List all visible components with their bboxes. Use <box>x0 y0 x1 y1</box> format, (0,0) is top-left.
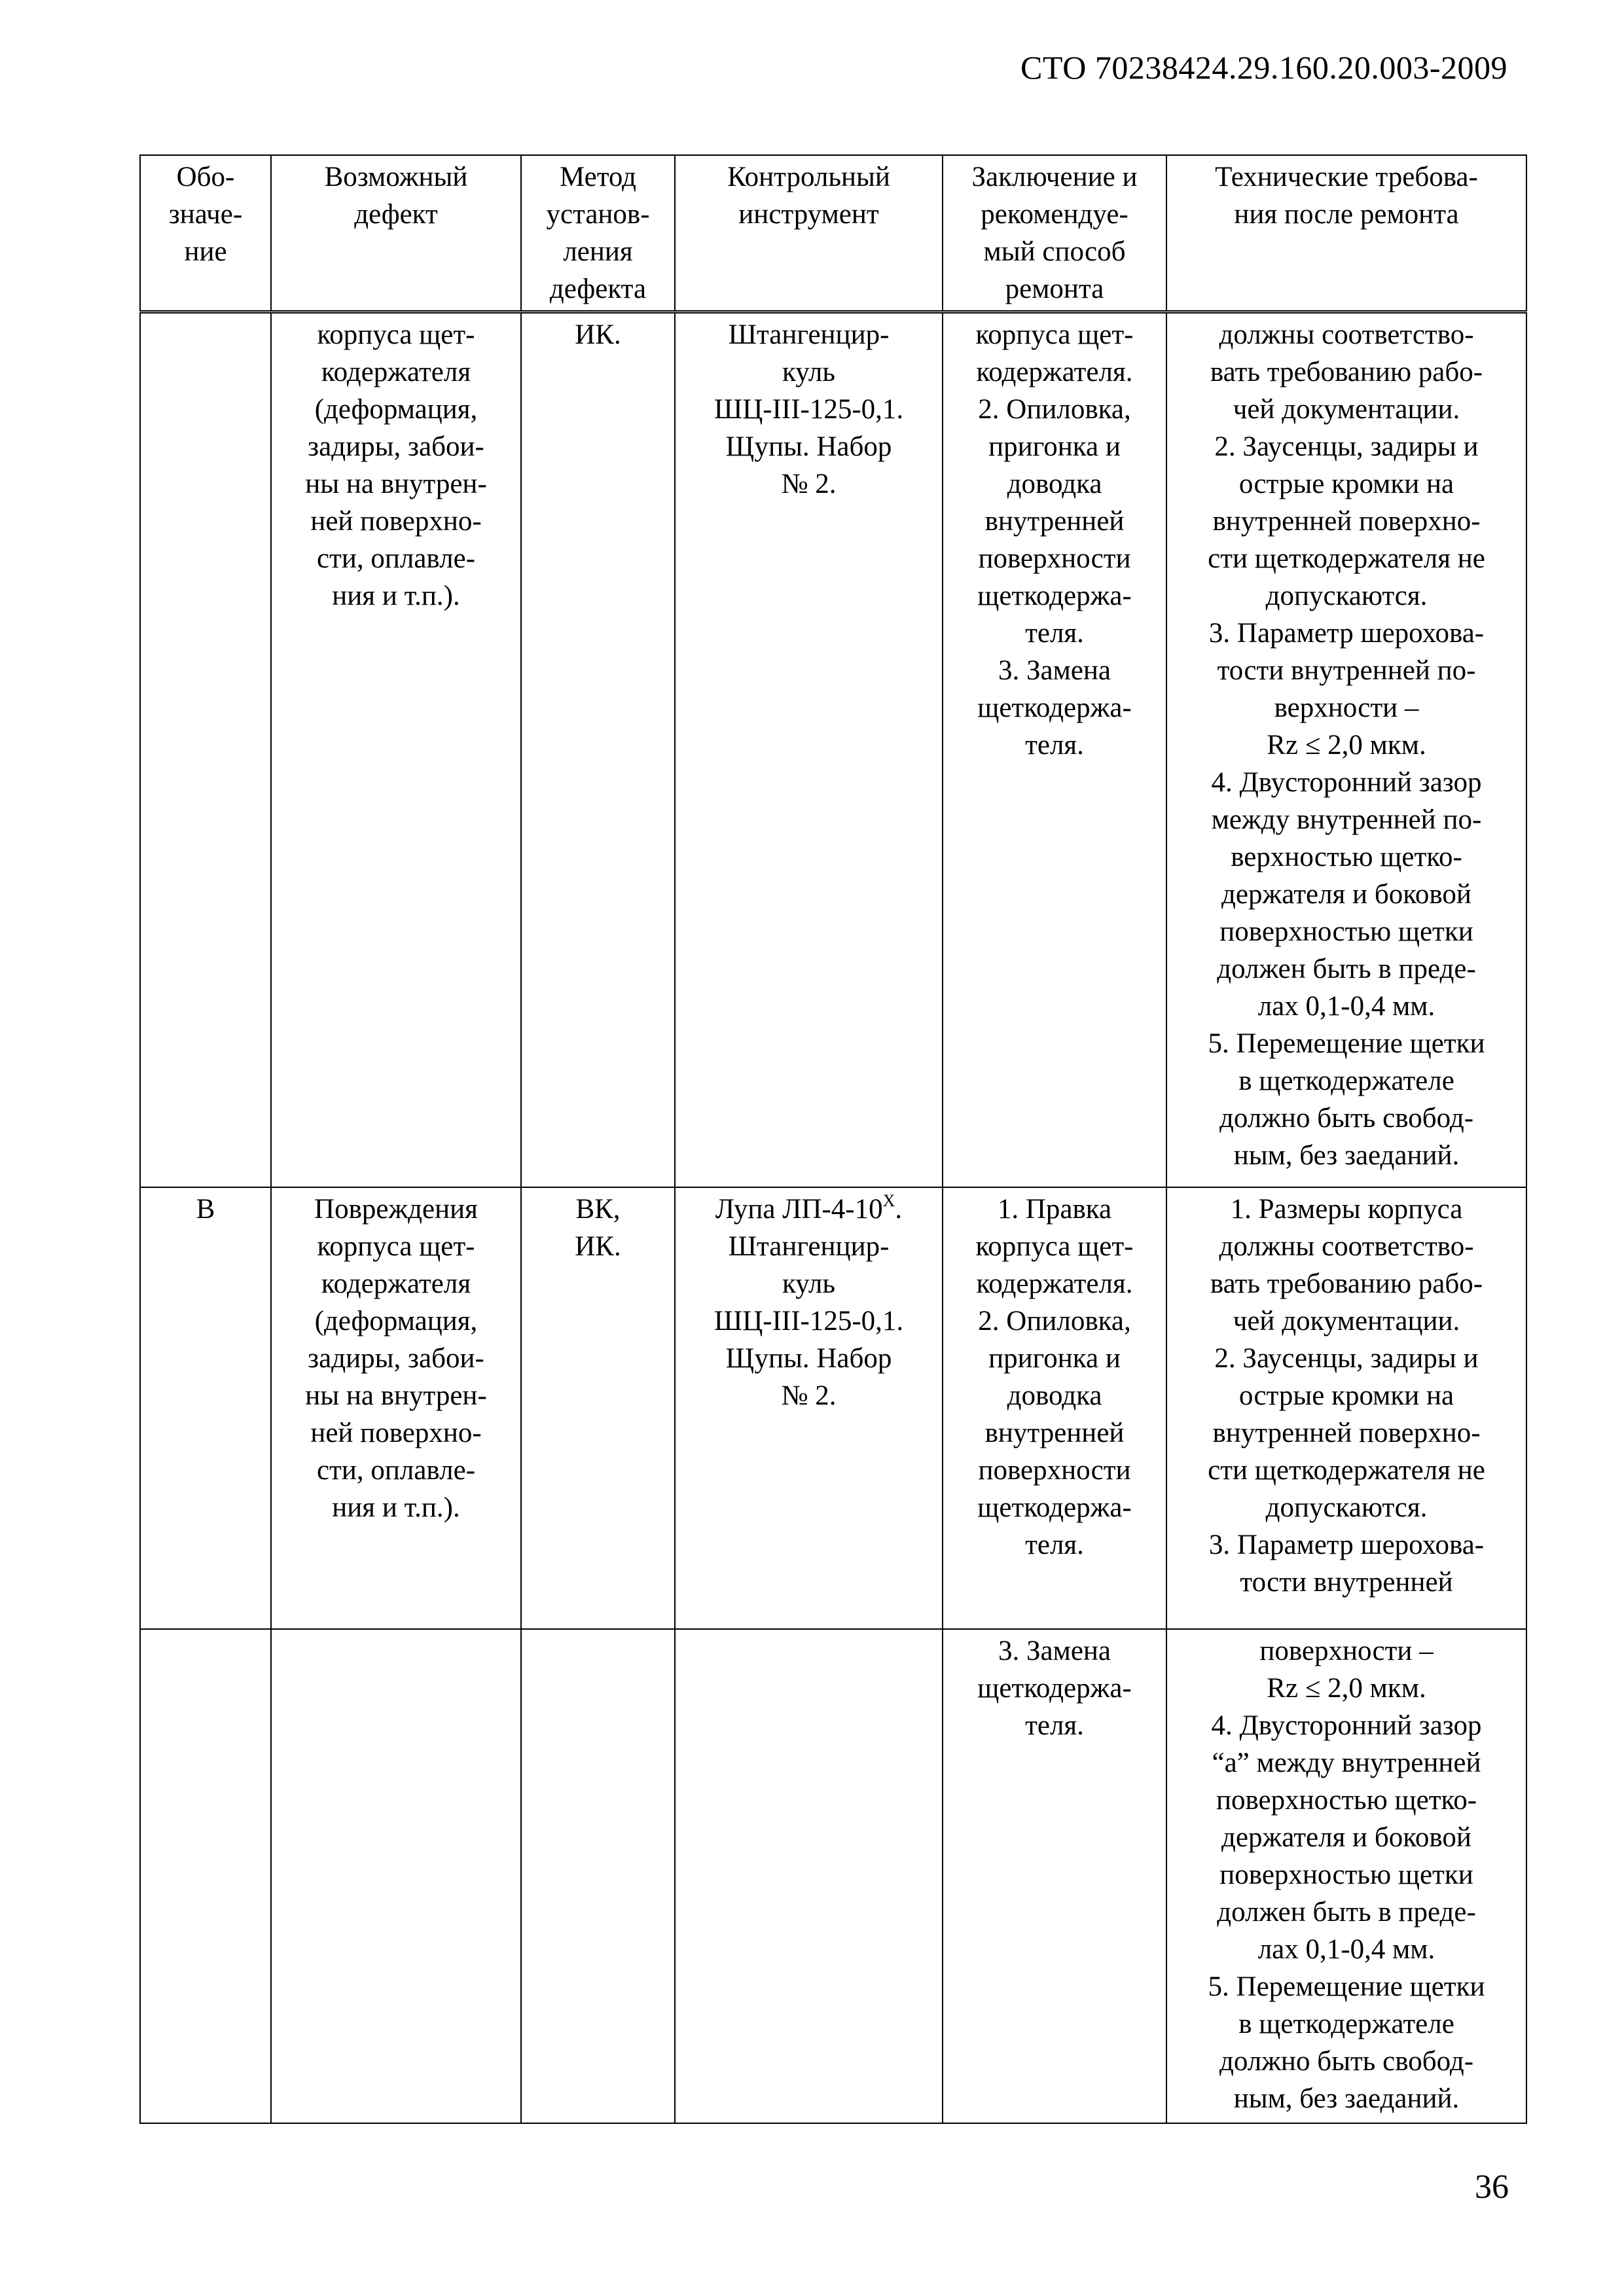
cell-requirements: должны соответство- вать требованию рабо- чей документации. 2. Заусенцы, задиры и острые кромки на внутренней поверхно- сти щеткодержателя не допускаются. 3. Параметр шерохова- тости внутренней по- верхности – Rz ≤ 2,0 мкм. 4. Двусторонний зазор между внутренней по- верхностью щетко- держателя и боковой поверхностью щетки должен быть в преде- лах 0,1-0,4 мм. 5. Перемещение щетки в щеткодержателе должно быть свобод- ным, без заеданий. <box>1166 312 1526 1188</box>
cell-designation: В <box>140 1187 271 1629</box>
cell-instrument <box>675 1629 943 2123</box>
cell-requirements: 1. Размеры корпуса должны соответство- вать требованию рабо- чей документации. 2. Заусенцы, задиры и острые кромки на внутренней поверхно- сти щеткодержателя не допускаются. 3. Параметр шерохова- тости внутренней <box>1166 1187 1526 1629</box>
cell-method: ИК. <box>521 312 675 1188</box>
column-header-designation: Обо- значе- ние <box>140 155 271 312</box>
cell-designation <box>140 312 271 1188</box>
page-number: 36 <box>1475 2168 1509 2206</box>
table-row <box>140 1187 1526 1629</box>
column-header-instrument: Контрольный инструмент <box>675 155 943 312</box>
cell-instrument <box>675 1187 943 1629</box>
instrument-text: Лупа ЛП-4-10 <box>715 1194 883 1225</box>
cell-designation <box>140 1629 271 2123</box>
column-header-defect: Возможный дефект <box>271 155 521 312</box>
document-code: СТО 70238424.29.160.20.003-2009 <box>1020 49 1507 86</box>
column-header-requirements: Технические требова- ния после ремонта <box>1166 155 1526 312</box>
cell-conclusion: 1. Правка корпуса щет- кодержателя. 2. Опиловка, пригонка и доводка внутренней поверхности щеткодержа- теля. <box>943 1187 1166 1629</box>
cell-method: ВК, ИК. <box>521 1187 675 1629</box>
cell-defect: Повреждения корпуса щет- кодержателя (деформация, задиры, забои- ны на внутрен- ней поверхно- сти, оплавле- ния и т.п.). <box>271 1187 521 1629</box>
cell-instrument: Штангенцир- куль ШЦ-III-125-0,1. Щупы. Набор № 2. <box>675 312 943 1188</box>
defect-table <box>139 154 1527 2124</box>
table-header-row <box>140 155 1526 312</box>
cell-conclusion: 3. Замена щеткодержа- теля. <box>943 1629 1166 2123</box>
column-header-method: Метод установ- ления дефекта <box>521 155 675 312</box>
instrument-text-rest: . Штангенцир- куль ШЦ-III-125-0,1. Щупы. Набор № 2. <box>713 1194 904 1411</box>
cell-defect <box>271 1629 521 2123</box>
table-row <box>140 312 1526 1188</box>
cell-conclusion: корпуса щет- кодержателя. 2. Опиловка, пригонка и доводка внутренней поверхности щеткодержа- теля. 3. Замена щеткодержа- теля. <box>943 312 1166 1188</box>
cell-defect: корпуса щет- кодержателя (деформация, задиры, забои- ны на внутрен- ней поверхно- сти, оплавле- ния и т.п.). <box>271 312 521 1188</box>
column-header-conclusion: Заключение и рекомендуе- мый способ ремонта <box>943 155 1166 312</box>
table-row <box>140 1629 1526 2123</box>
cell-method <box>521 1629 675 2123</box>
magnification-superscript: Х <box>882 1191 895 1210</box>
cell-requirements: поверхности – Rz ≤ 2,0 мкм. 4. Двусторонний зазор “а” между внутренней поверхностью щетко- держателя и боковой поверхностью щетки должен быть в преде- лах 0,1-0,4 мм. 5. Перемещение щетки в щеткодержателе должно быть свобод- ным, без заеданий. <box>1166 1629 1526 2123</box>
